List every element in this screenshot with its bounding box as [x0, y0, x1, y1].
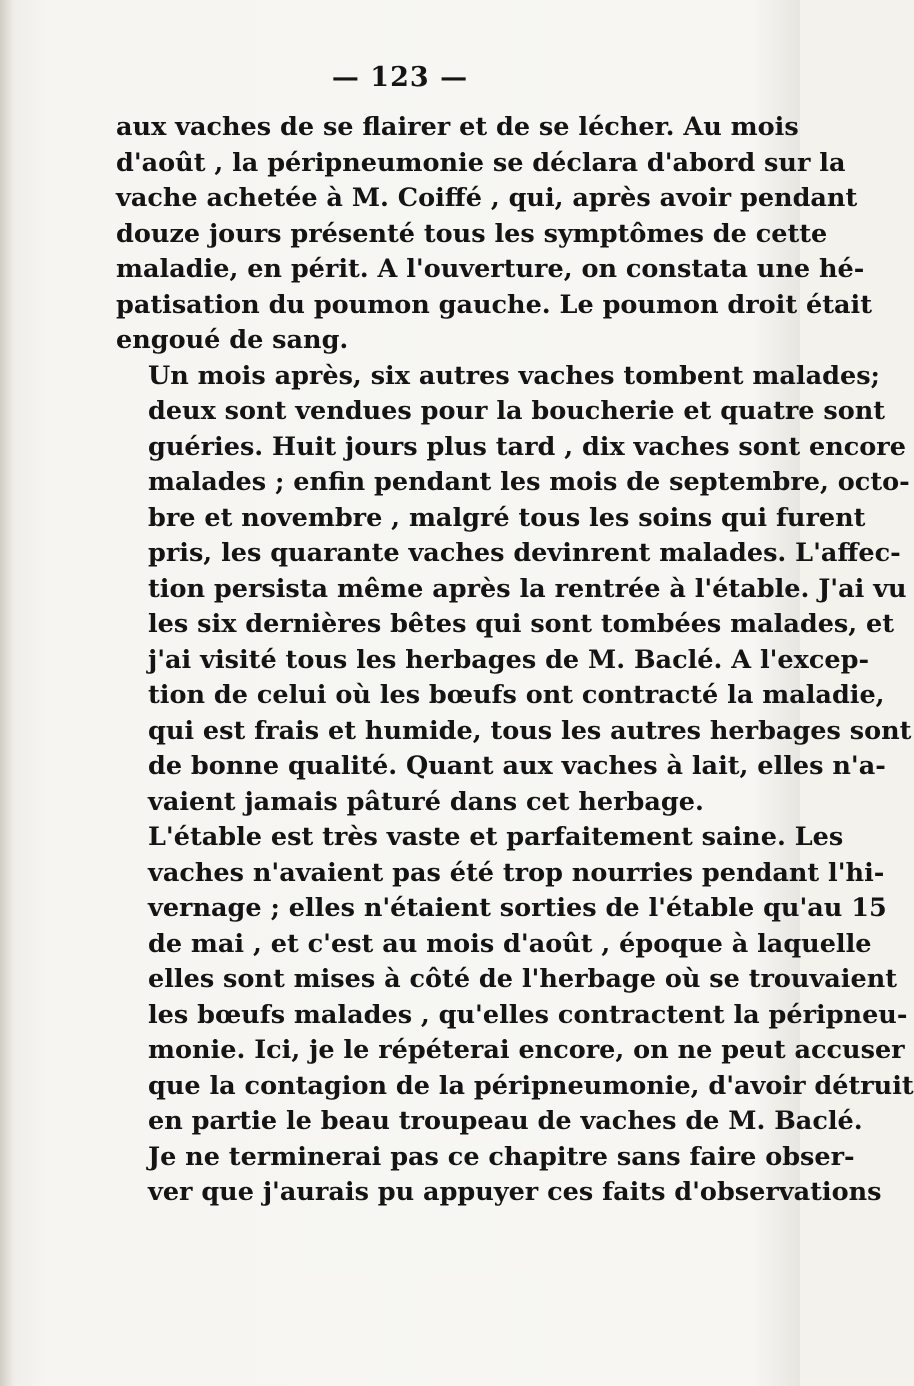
paragraph — [116, 110, 872, 359]
text-line: maladie, en périt. A l'ouverture, on constata une hé- — [116, 254, 865, 284]
text-line: que la contagion de la péripneumonie, d'avoir détruit — [148, 1070, 914, 1101]
text-line: monie. Ici, je le répéterai encore, on ne peut accuser — [148, 1035, 905, 1065]
text-line: les six dernières bêtes qui sont tombées malades, et — [148, 609, 895, 639]
text-line: j'ai visité tous les herbages de M. Baclé. A l'excep- — [148, 644, 870, 675]
text-line: bre et novembre , malgré tous les soins qui furent — [148, 502, 866, 533]
text-line: Un mois après, six autres vaches tombent malades; — [148, 360, 880, 391]
page-edge-shadow — [0, 0, 14, 1386]
paragraph — [116, 1140, 882, 1211]
text-line: de bonne qualité. Quant aux vaches à lait, elles n'a- — [148, 751, 886, 781]
text-line: Je ne terminerai pas ce chapitre sans faire obser- — [148, 1141, 855, 1172]
paragraph — [116, 820, 914, 1140]
body-text — [116, 110, 914, 1211]
text-line: malades ; enfin pendant les mois de septembre, octo- — [148, 467, 910, 497]
page-number: — 123 — — [331, 62, 469, 93]
text-line: vaches n'avaient pas été trop nourries pendant l'hi- — [148, 857, 885, 888]
text-line: les bœufs malades , qu'elles contractent la péripneu- — [148, 999, 908, 1030]
text-line: tion de celui où les bœufs ont contracté la maladie, — [148, 680, 885, 710]
text-line: patisation du poumon gauche. Le poumon droit était — [116, 289, 872, 320]
text-line: L'étable est très vaste et parfaitement saine. Les — [148, 822, 844, 852]
text-line: deux sont vendues pour la boucherie et quatre sont — [148, 396, 886, 426]
text-line: qui est frais et humide, tous les autres herbages sont — [148, 715, 912, 746]
text-line: aux vaches de se flairer et de se lécher. Au mois — [116, 112, 799, 142]
text-line: elles sont mises à côté de l'herbage où se trouvaient — [148, 964, 898, 994]
text-line: en partie le beau troupeau de vaches de M. Baclé. — [148, 1106, 863, 1136]
text-line: engoué de sang. — [116, 325, 349, 355]
text-line: vache achetée à M. Coiffé , qui, après avoir pendant — [116, 183, 858, 213]
text-line: pris, les quarante vaches devinrent malades. L'affec- — [148, 538, 901, 568]
text-line: de mai , et c'est au mois d'août , époque à laquelle — [148, 928, 872, 959]
text-line: vaient jamais pâturé dans cet herbage. — [148, 786, 704, 817]
text-line: d'août , la péripneumonie se déclara d'abord sur la — [116, 147, 846, 178]
text-line: tion persista même après la rentrée à l'étable. J'ai vu — [148, 573, 907, 604]
text-line: ver que j'aurais pu appuyer ces faits d'observations — [148, 1177, 882, 1207]
text-line: vernage ; elles n'étaient sorties de l'étable qu'au 15 — [148, 893, 887, 923]
text-line: douze jours présenté tous les symptômes de cette — [116, 218, 828, 249]
paragraph — [116, 359, 912, 821]
text-line: guéries. Huit jours plus tard , dix vaches sont encore — [148, 431, 906, 462]
